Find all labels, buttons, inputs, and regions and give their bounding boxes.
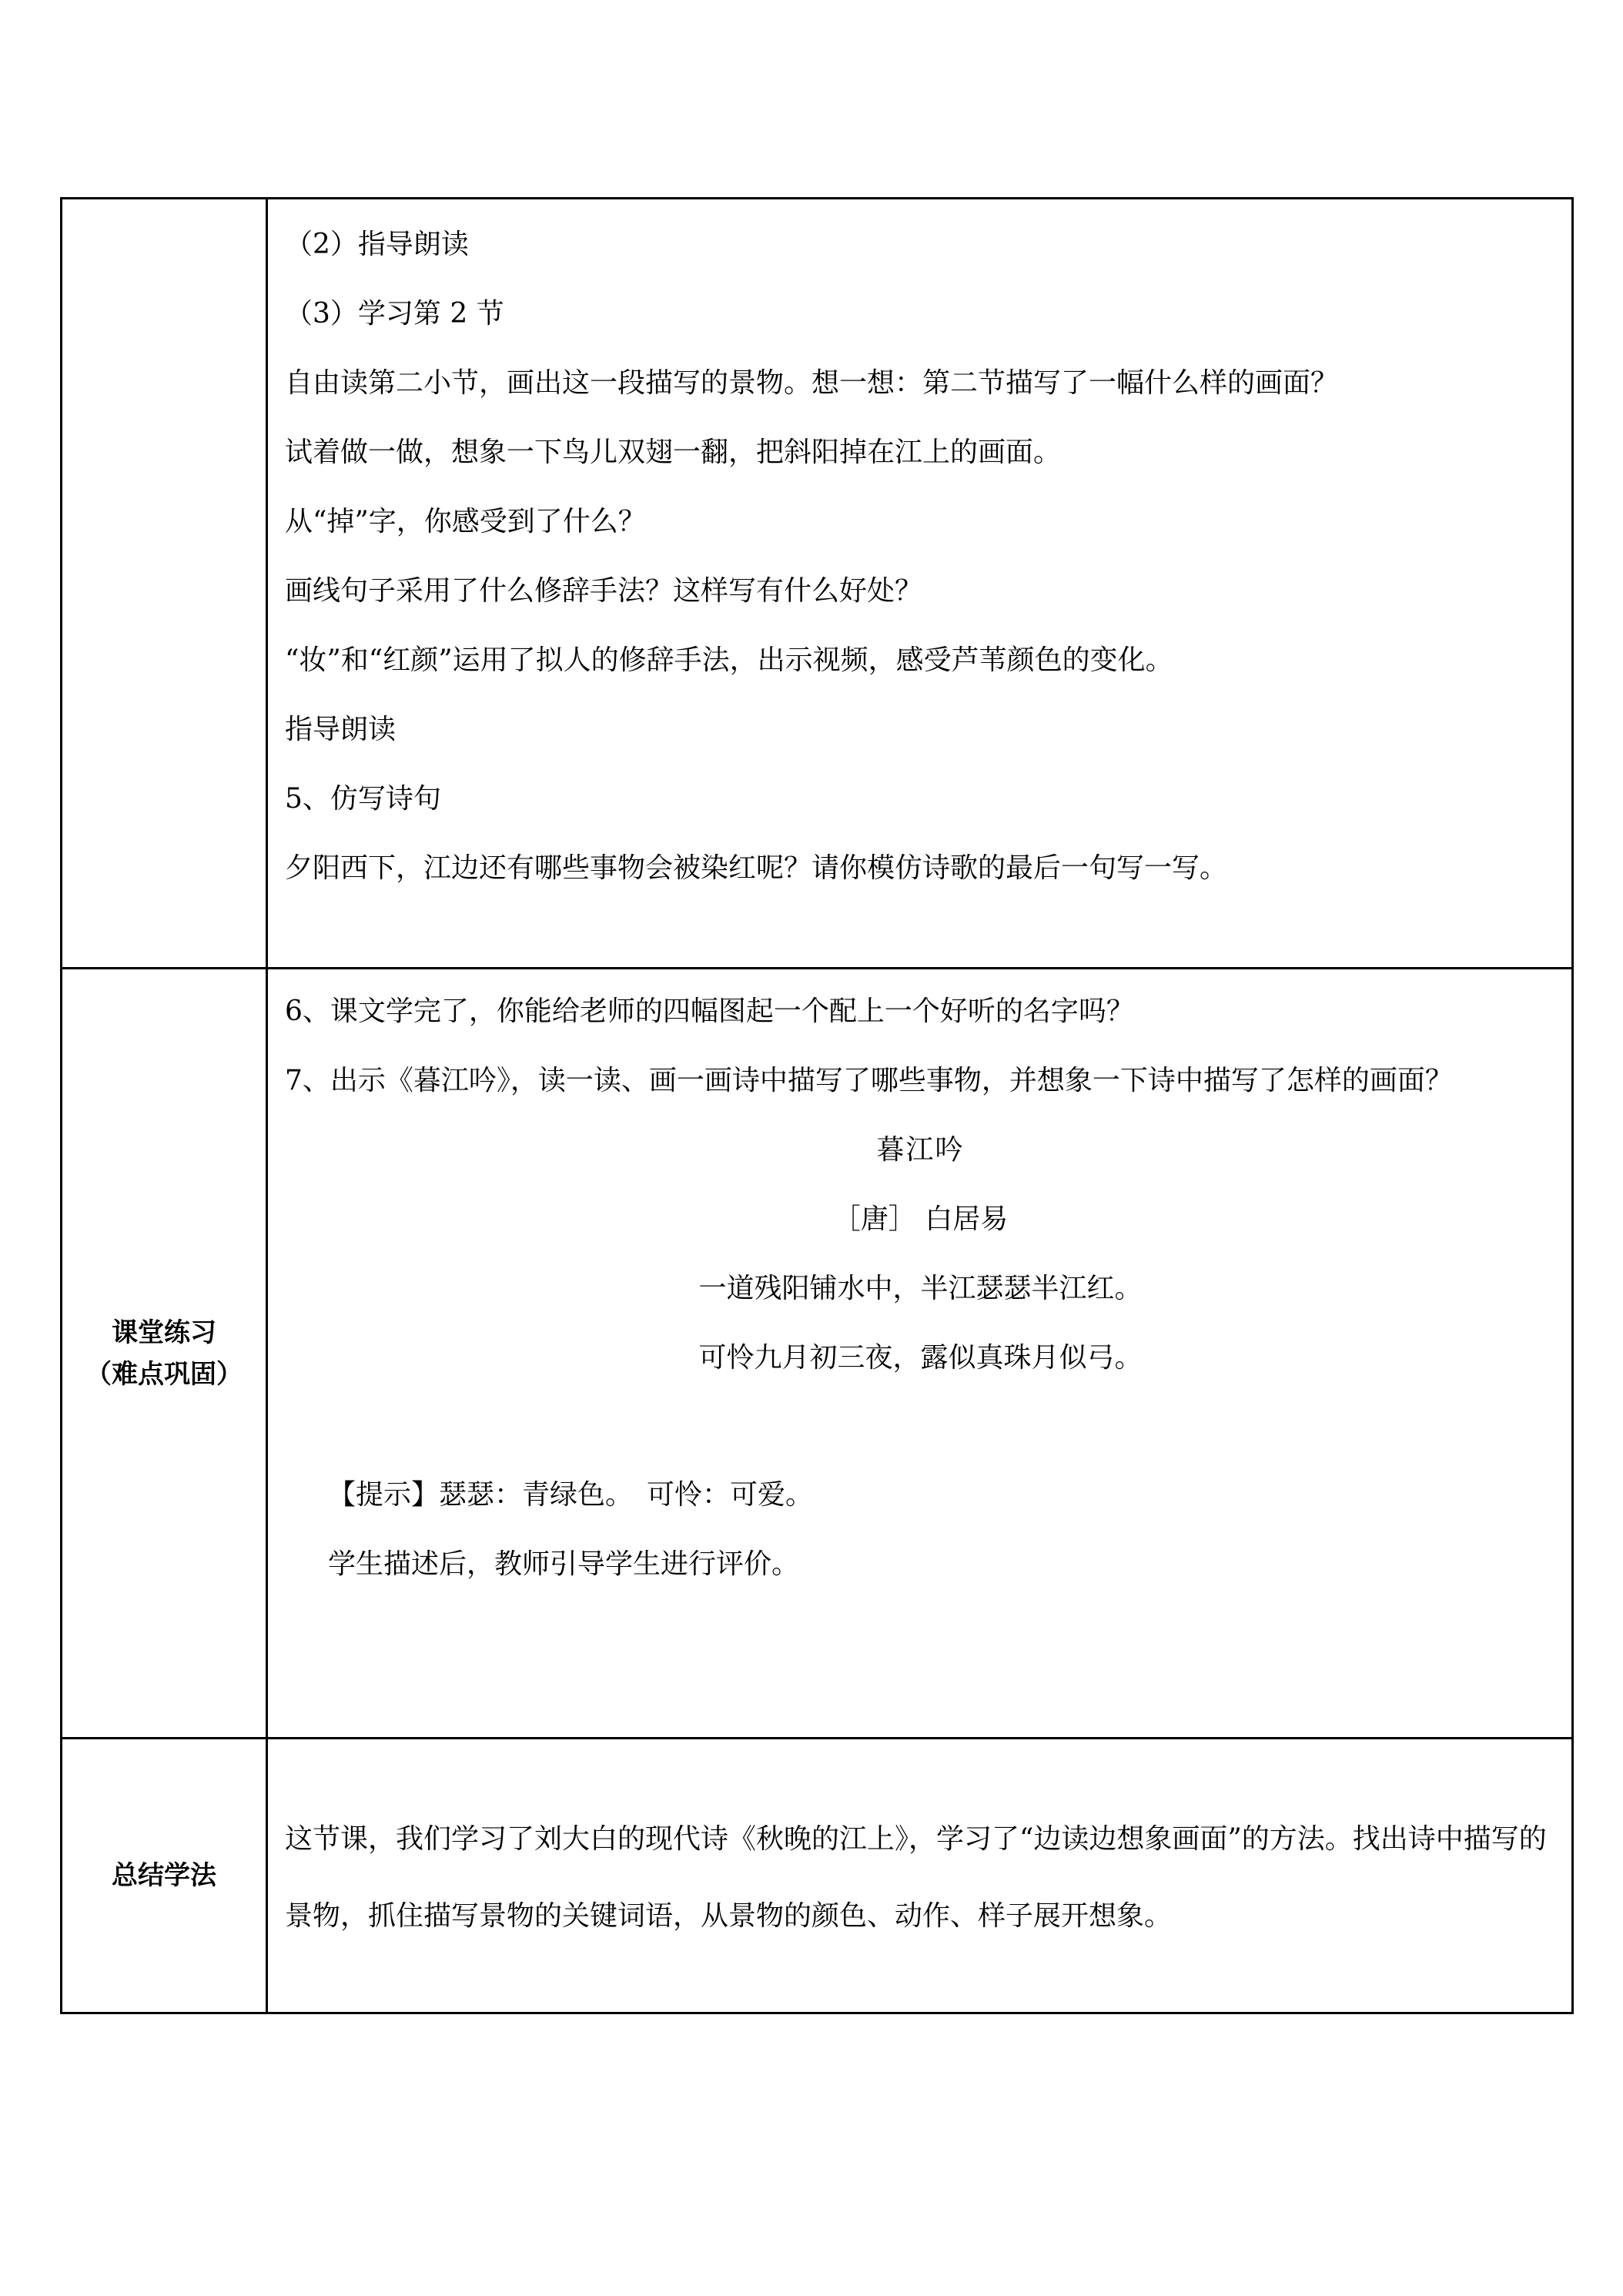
step-imitation-prompt: 夕阳西下，江边还有哪些事物会被染红呢？请你模仿诗歌的最后一句写一写。 <box>285 852 1228 884</box>
summary-cell <box>267 1739 1573 2013</box>
step-imitation-writing: 5、仿写诗句 <box>285 783 441 815</box>
step-imagine-scene: 试着做一做，想象一下鸟儿双翅一翻，把斜阳掉在江上的画面。 <box>285 437 1062 468</box>
poem-line-2: 可怜九月初三夜，露似真珠月似弓。 <box>698 1342 1143 1374</box>
poem-line-1: 一道残阳铺水中，半江瑟瑟半江红。 <box>698 1273 1143 1304</box>
row-label-empty <box>62 199 267 969</box>
classroom-practice-cell <box>267 969 1573 1739</box>
question-6: 6、课文学完了，你能给老师的四幅图起一个配上一个好听的名字吗？ <box>285 996 1134 1027</box>
step-study-section-2: （3）学习第 2 节 <box>285 298 504 330</box>
step-rhetoric-question: 画线句子采用了什么修辞手法？这样写有什么好处？ <box>285 575 923 607</box>
step-guided-reading: （2）指导朗读 <box>285 229 469 260</box>
spacer <box>285 1393 1556 1461</box>
table-row-summary <box>62 1739 1573 2013</box>
step-word-feeling: 从“掉”字，你感受到了什么？ <box>285 506 646 537</box>
step-personification: “妆”和“红颜”运用了拟人的修辞手法，出示视频，感受芦苇颜色的变化。 <box>285 644 1173 676</box>
row-label-classroom-practice <box>62 969 267 1739</box>
row-label-summary: 总结学法 <box>62 1739 267 2013</box>
label-practice: 课堂练习 <box>112 1317 216 1348</box>
step-free-reading: 自由读第二小节，画出这一段描写的景物。想一想：第二节描写了一幅什么样的画面？ <box>285 367 1339 399</box>
question-7: 7、出示《暮江吟》，读一读、画一画诗中描写了哪些事物，并想象一下诗中描写了怎样的画面？ <box>285 1065 1453 1096</box>
lesson-plan-table <box>60 197 1574 2014</box>
summary-text: 这节课，我们学习了刘大白的现代诗《秋晚的江上》，学习了“边读边想象画面”的方法。找出诗中描写的景物，抓住描写景物的关键词语，从景物的颜色、动作、样子展开想象。 <box>285 1823 1547 1932</box>
evaluation-note: 学生描述后，教师引导学生进行评价。 <box>328 1548 800 1580</box>
table-row-classroom-practice <box>62 969 1573 1739</box>
teaching-steps-cell <box>267 199 1573 969</box>
step-guided-reading-2: 指导朗读 <box>285 714 397 745</box>
poem-title: 暮江吟 <box>876 1134 965 1166</box>
poem-author: ［唐］ 白居易 <box>832 1203 1009 1235</box>
table-row-teaching-steps <box>62 199 1573 969</box>
hint-note: 【提示】瑟瑟：青绿色。 可怜：可爱。 <box>328 1479 814 1511</box>
label-difficulty: （难点巩固） <box>85 1358 243 1390</box>
